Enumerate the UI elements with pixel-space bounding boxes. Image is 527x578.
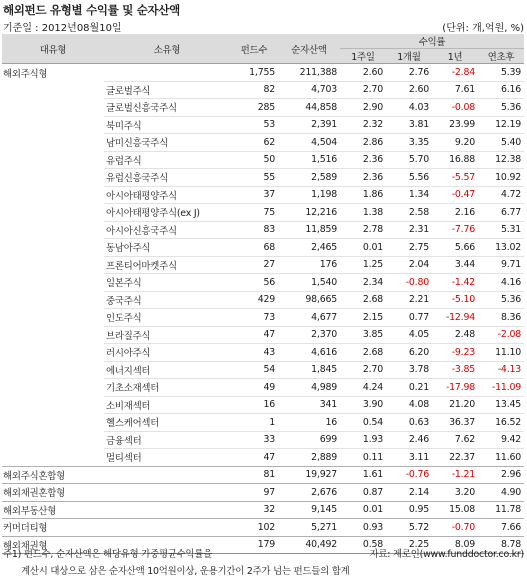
cell-type: 커머더티형 — [2, 519, 104, 537]
cell-1month: 0.21 — [386, 379, 432, 397]
cell-ytd: -2.08 — [478, 326, 524, 344]
cell-1year: 23.99 — [432, 116, 478, 134]
table-row — [2, 274, 524, 292]
cell-subtype: 멀티섹터 — [104, 449, 230, 467]
table-row — [2, 431, 524, 449]
cell-1year: -12.94 — [432, 309, 478, 327]
cell-subtype — [104, 501, 230, 519]
cell-fund-count: 429 — [230, 291, 278, 309]
cell-1week: 0.01 — [340, 239, 386, 257]
cell-ytd: 8.36 — [478, 309, 524, 327]
cell-net-assets: 1,845 — [278, 361, 340, 379]
cell-type — [2, 186, 104, 204]
cell-1year: -0.08 — [432, 99, 478, 117]
cell-1month: 2.25 — [386, 536, 432, 554]
cell-1year: -7.76 — [432, 221, 478, 239]
cell-fund-count: 27 — [230, 256, 278, 274]
cell-net-assets: 16 — [278, 414, 340, 432]
table-row — [2, 134, 524, 152]
cell-fund-count: 47 — [230, 449, 278, 467]
header-net-assets: 순자산액 — [278, 34, 340, 64]
table-row — [2, 64, 524, 82]
footnote-note1: 주1) 펀드수, 순자산액은 해당유형 가중평균수익률을 — [3, 549, 213, 560]
cell-1week: 2.70 — [340, 361, 386, 379]
cell-1week: 0.11 — [340, 449, 386, 467]
cell-1week: 1.93 — [340, 431, 386, 449]
cell-type — [2, 309, 104, 327]
cell-1month: 5.70 — [386, 151, 432, 169]
cell-subtype: 아시아태평양주식 — [104, 186, 230, 204]
cell-1year: -17.98 — [432, 379, 478, 397]
cell-type — [2, 291, 104, 309]
cell-1month: 2.21 — [386, 291, 432, 309]
table-row — [2, 291, 524, 309]
table-row — [2, 466, 524, 484]
cell-subtype: 글로벌주식 — [104, 81, 230, 99]
cell-type — [2, 256, 104, 274]
cell-1month: 4.05 — [386, 326, 432, 344]
cell-subtype: 인도주식 — [104, 309, 230, 327]
cell-1year: -5.10 — [432, 291, 478, 309]
cell-net-assets: 4,504 — [278, 134, 340, 152]
cell-net-assets: 2,589 — [278, 169, 340, 187]
cell-net-assets: 1,540 — [278, 274, 340, 292]
cell-ytd: 9.71 — [478, 256, 524, 274]
cell-net-assets: 9,145 — [278, 501, 340, 519]
cell-1month: 0.63 — [386, 414, 432, 432]
header-returns-group: 수익률 — [340, 34, 524, 49]
cell-1year: 15.08 — [432, 501, 478, 519]
cell-1week: 2.36 — [340, 169, 386, 187]
cell-net-assets: 1,198 — [278, 186, 340, 204]
cell-fund-count: 47 — [230, 326, 278, 344]
table-row — [2, 186, 524, 204]
cell-type — [2, 344, 104, 362]
cell-fund-count: 54 — [230, 361, 278, 379]
cell-1year: -0.70 — [432, 519, 478, 537]
cell-1year: 9.20 — [432, 134, 478, 152]
cell-fund-count: 56 — [230, 274, 278, 292]
cell-net-assets: 98,665 — [278, 291, 340, 309]
table-row — [2, 81, 524, 99]
cell-1year: 21.20 — [432, 396, 478, 414]
cell-1week: 2.60 — [340, 64, 386, 82]
cell-ytd: 10.92 — [478, 169, 524, 187]
cell-type: 해외채권형 — [2, 536, 104, 554]
table-row — [2, 519, 524, 537]
cell-fund-count: 37 — [230, 186, 278, 204]
table-row — [2, 344, 524, 362]
cell-ytd: 4.16 — [478, 274, 524, 292]
cell-ytd: 6.16 — [478, 81, 524, 99]
cell-net-assets: 699 — [278, 431, 340, 449]
cell-1week: 1.25 — [340, 256, 386, 274]
cell-1week: 1.38 — [340, 204, 386, 222]
cell-ytd: 2.96 — [478, 466, 524, 484]
cell-type — [2, 134, 104, 152]
cell-subtype: 남미신흥국주식 — [104, 134, 230, 152]
fund-returns-table — [2, 34, 524, 554]
cell-fund-count: 62 — [230, 134, 278, 152]
cell-net-assets: 4,616 — [278, 344, 340, 362]
header-1year: 1년 — [432, 49, 478, 64]
cell-subtype: 중국주식 — [104, 291, 230, 309]
cell-1month: 3.35 — [386, 134, 432, 152]
cell-1month: 5.72 — [386, 519, 432, 537]
cell-type — [2, 99, 104, 117]
cell-net-assets: 12,216 — [278, 204, 340, 222]
cell-1month: 2.58 — [386, 204, 432, 222]
cell-fund-count: 102 — [230, 519, 278, 537]
cell-type — [2, 274, 104, 292]
table-row — [2, 484, 524, 502]
cell-ytd: -11.09 — [478, 379, 524, 397]
cell-subtype: 유럽주식 — [104, 151, 230, 169]
unit-note: (단위: 개,억원, %) — [442, 23, 524, 34]
cell-1month: 0.95 — [386, 501, 432, 519]
cell-subtype — [104, 519, 230, 537]
cell-ytd: 5.39 — [478, 64, 524, 82]
table-row — [2, 414, 524, 432]
cell-1year: 36.37 — [432, 414, 478, 432]
table-row — [2, 449, 524, 467]
cell-type — [2, 431, 104, 449]
cell-ytd: 4.90 — [478, 484, 524, 502]
cell-ytd: 5.40 — [478, 134, 524, 152]
cell-type — [2, 239, 104, 257]
table-row — [2, 361, 524, 379]
cell-subtype: 금융섹터 — [104, 431, 230, 449]
cell-type — [2, 204, 104, 222]
cell-subtype: 아시아신흥국주식 — [104, 221, 230, 239]
cell-type — [2, 449, 104, 467]
footnote-source: 자료: 제로인(www.funddoctor.co.kr) — [369, 549, 524, 560]
cell-1year: -3.85 — [432, 361, 478, 379]
cell-ytd: 9.42 — [478, 431, 524, 449]
table-row — [2, 99, 524, 117]
cell-1month: 2.60 — [386, 81, 432, 99]
cell-1month: -0.76 — [386, 466, 432, 484]
cell-1week: 2.32 — [340, 116, 386, 134]
cell-1year: 3.44 — [432, 256, 478, 274]
cell-ytd: 6.77 — [478, 204, 524, 222]
cell-1year: 2.48 — [432, 326, 478, 344]
table-row — [2, 151, 524, 169]
cell-subtype: 기초소재섹터 — [104, 379, 230, 397]
cell-1week: 4.24 — [340, 379, 386, 397]
cell-fund-count: 97 — [230, 484, 278, 502]
cell-net-assets: 44,858 — [278, 99, 340, 117]
table-row — [2, 204, 524, 222]
cell-ytd: 11.78 — [478, 501, 524, 519]
cell-1week: 2.68 — [340, 344, 386, 362]
cell-ytd: 16.52 — [478, 414, 524, 432]
cell-type — [2, 221, 104, 239]
cell-1year: 22.37 — [432, 449, 478, 467]
cell-fund-count: 43 — [230, 344, 278, 362]
cell-type: 해외주식형 — [2, 64, 104, 82]
cell-net-assets: 40,492 — [278, 536, 340, 554]
cell-type — [2, 396, 104, 414]
header-1week: 1주일 — [340, 49, 386, 64]
cell-ytd: 11.60 — [478, 449, 524, 467]
table-row — [2, 169, 524, 187]
cell-ytd: 5.31 — [478, 221, 524, 239]
cell-net-assets: 5,271 — [278, 519, 340, 537]
cell-net-assets: 19,927 — [278, 466, 340, 484]
table-row — [2, 256, 524, 274]
cell-1week: 0.58 — [340, 536, 386, 554]
cell-1month: 0.77 — [386, 309, 432, 327]
cell-1year: 8.09 — [432, 536, 478, 554]
cell-1month: 3.78 — [386, 361, 432, 379]
cell-net-assets: 4,677 — [278, 309, 340, 327]
cell-1week: 2.68 — [340, 291, 386, 309]
cell-type — [2, 414, 104, 432]
table-row — [2, 396, 524, 414]
cell-ytd: 7.66 — [478, 519, 524, 537]
cell-type — [2, 116, 104, 134]
header-subtype: 소유형 — [104, 34, 230, 64]
cell-ytd: 5.36 — [478, 99, 524, 117]
footnote — [3, 546, 524, 577]
cell-ytd: 12.19 — [478, 116, 524, 134]
cell-ytd: 8.78 — [478, 536, 524, 554]
cell-type: 해외부동산형 — [2, 501, 104, 519]
cell-1week: 1.86 — [340, 186, 386, 204]
cell-1year: 7.62 — [432, 431, 478, 449]
cell-fund-count: 55 — [230, 169, 278, 187]
cell-1month: 2.76 — [386, 64, 432, 82]
cell-net-assets: 2,676 — [278, 484, 340, 502]
header-type: 대유형 — [2, 34, 104, 64]
cell-1month: 2.31 — [386, 221, 432, 239]
cell-1year: 2.16 — [432, 204, 478, 222]
cell-1week: 0.93 — [340, 519, 386, 537]
cell-1week: 2.34 — [340, 274, 386, 292]
cell-type: 해외주식혼합형 — [2, 466, 104, 484]
cell-subtype: 프론티어마켓주식 — [104, 256, 230, 274]
cell-1year: 16.88 — [432, 151, 478, 169]
cell-subtype: 아시아태평양주식(ex J) — [104, 204, 230, 222]
cell-1month: 2.75 — [386, 239, 432, 257]
cell-1week: 2.36 — [340, 151, 386, 169]
cell-fund-count: 32 — [230, 501, 278, 519]
cell-type — [2, 326, 104, 344]
header-1month: 1개월 — [386, 49, 432, 64]
cell-1week: 0.01 — [340, 501, 386, 519]
cell-fund-count: 1,755 — [230, 64, 278, 82]
footnote-note2: 계산시 대상으로 삼은 순자산액 10억원이상, 운용기간이 2주가 넘는 펀드들의 합계 — [21, 566, 350, 577]
table-row — [2, 221, 524, 239]
cell-1month: -0.80 — [386, 274, 432, 292]
cell-1year: -5.57 — [432, 169, 478, 187]
cell-1week: 2.15 — [340, 309, 386, 327]
table-row — [2, 309, 524, 327]
cell-type: 해외채권혼합형 — [2, 484, 104, 502]
cell-1week: 1.61 — [340, 466, 386, 484]
cell-subtype: 동남아주식 — [104, 239, 230, 257]
cell-subtype — [104, 466, 230, 484]
cell-net-assets: 1,516 — [278, 151, 340, 169]
cell-net-assets: 11,859 — [278, 221, 340, 239]
cell-type — [2, 81, 104, 99]
cell-net-assets: 341 — [278, 396, 340, 414]
cell-subtype: 유럽신흥국주식 — [104, 169, 230, 187]
cell-fund-count: 53 — [230, 116, 278, 134]
cell-1month: 3.11 — [386, 449, 432, 467]
table-row — [2, 239, 524, 257]
cell-subtype — [104, 64, 230, 82]
cell-net-assets: 2,391 — [278, 116, 340, 134]
cell-type — [2, 379, 104, 397]
cell-subtype: 브라질주식 — [104, 326, 230, 344]
cell-fund-count: 68 — [230, 239, 278, 257]
cell-net-assets: 176 — [278, 256, 340, 274]
header-fund-count: 펀드수 — [230, 34, 278, 64]
cell-1month: 4.03 — [386, 99, 432, 117]
cell-1week: 2.90 — [340, 99, 386, 117]
cell-subtype: 글로벌신흥국주식 — [104, 99, 230, 117]
cell-1month: 6.20 — [386, 344, 432, 362]
cell-1year: 5.66 — [432, 239, 478, 257]
cell-fund-count: 1 — [230, 414, 278, 432]
cell-1year: -2.84 — [432, 64, 478, 82]
cell-type — [2, 169, 104, 187]
cell-type — [2, 361, 104, 379]
table-row — [2, 326, 524, 344]
cell-1month: 4.08 — [386, 396, 432, 414]
cell-ytd: 12.38 — [478, 151, 524, 169]
cell-fund-count: 285 — [230, 99, 278, 117]
cell-ytd: 11.10 — [478, 344, 524, 362]
subheader — [3, 19, 524, 34]
cell-1year: -0.47 — [432, 186, 478, 204]
cell-subtype: 북미주식 — [104, 116, 230, 134]
table-row — [2, 379, 524, 397]
cell-fund-count: 49 — [230, 379, 278, 397]
cell-net-assets: 2,465 — [278, 239, 340, 257]
cell-fund-count: 83 — [230, 221, 278, 239]
cell-subtype: 소비재섹터 — [104, 396, 230, 414]
cell-fund-count: 75 — [230, 204, 278, 222]
cell-1week: 2.86 — [340, 134, 386, 152]
cell-1week: 0.87 — [340, 484, 386, 502]
cell-1year: 7.61 — [432, 81, 478, 99]
cell-1week: 2.78 — [340, 221, 386, 239]
cell-1year: -1.21 — [432, 466, 478, 484]
cell-ytd: 5.36 — [478, 291, 524, 309]
cell-subtype — [104, 484, 230, 502]
cell-1year: -9.23 — [432, 344, 478, 362]
table-row — [2, 116, 524, 134]
cell-subtype: 에너지섹터 — [104, 361, 230, 379]
cell-net-assets: 4,703 — [278, 81, 340, 99]
cell-fund-count: 50 — [230, 151, 278, 169]
cell-fund-count: 82 — [230, 81, 278, 99]
cell-1month: 2.46 — [386, 431, 432, 449]
cell-fund-count: 16 — [230, 396, 278, 414]
cell-net-assets: 211,388 — [278, 64, 340, 82]
cell-subtype: 일본주식 — [104, 274, 230, 292]
cell-fund-count: 73 — [230, 309, 278, 327]
cell-net-assets: 4,989 — [278, 379, 340, 397]
cell-fund-count: 33 — [230, 431, 278, 449]
cell-1month: 2.14 — [386, 484, 432, 502]
cell-ytd: 13.45 — [478, 396, 524, 414]
cell-net-assets: 2,889 — [278, 449, 340, 467]
table-row — [2, 501, 524, 519]
base-date: 기준일 : 2012년08월10일 — [3, 23, 122, 34]
cell-fund-count: 81 — [230, 466, 278, 484]
cell-ytd: 4.72 — [478, 186, 524, 204]
cell-1week: 2.70 — [340, 81, 386, 99]
cell-1year: -1.42 — [432, 274, 478, 292]
cell-type — [2, 151, 104, 169]
table-body — [2, 64, 524, 554]
cell-1month: 3.81 — [386, 116, 432, 134]
cell-1month: 5.56 — [386, 169, 432, 187]
header-ytd: 연초후 — [478, 49, 524, 64]
cell-1week: 0.54 — [340, 414, 386, 432]
cell-1month: 1.34 — [386, 186, 432, 204]
cell-ytd: 13.02 — [478, 239, 524, 257]
page-title: 해외펀드 유형별 수익률 및 순자산액 — [3, 3, 180, 17]
cell-ytd: -4.13 — [478, 361, 524, 379]
cell-subtype: 러시아주식 — [104, 344, 230, 362]
cell-1week: 3.90 — [340, 396, 386, 414]
cell-1week: 3.85 — [340, 326, 386, 344]
cell-1year: 3.20 — [432, 484, 478, 502]
cell-net-assets: 2,370 — [278, 326, 340, 344]
cell-subtype: 헬스케어섹터 — [104, 414, 230, 432]
cell-1month: 2.04 — [386, 256, 432, 274]
cell-fund-count: 179 — [230, 536, 278, 554]
